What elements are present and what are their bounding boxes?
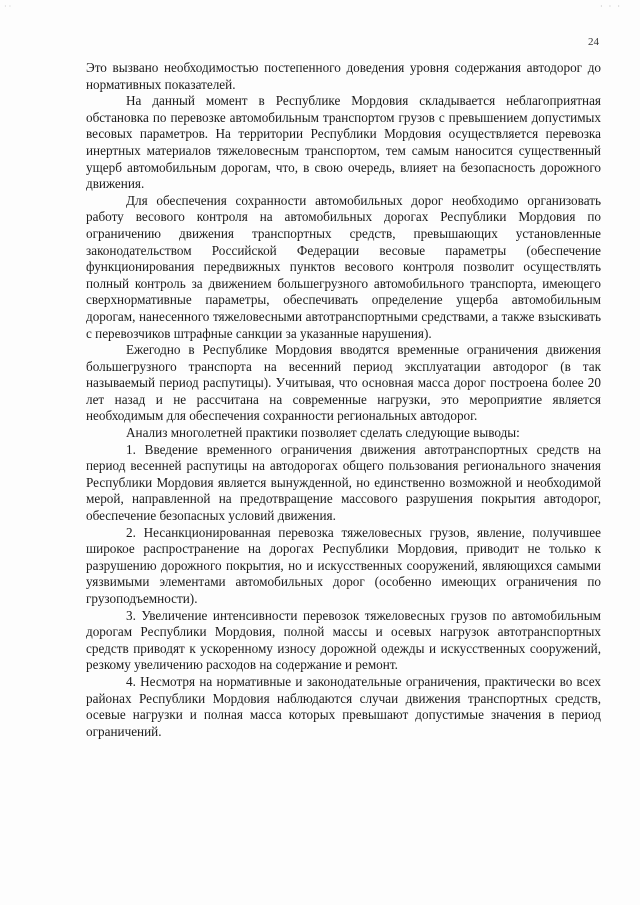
- paragraph: На данный момент в Республике Мордовия складывается неблагоприятная обстановка по перевозке автомобильным транспортом грузов с превышением допустимых весовых параметров. На территории Республики Мордовия осуществляется перевозка инертных материалов тяжеловесным транспортом, тем самым наносится существенный ущерб автомобильным дорогам, что, в свою очередь, влияет на безопасность дорожного движения.: [86, 93, 601, 192]
- paragraph: Ежегодно в Республике Мордовия вводятся временные ограничения движения большегрузного транспорта на весенний период эксплуатации автодорог (в так называемый период распутицы). Учитывая, что основная масса дорог построена более 20 лет назад и не рассчитана на современные нагрузки, это мероприятие является необходимым для обеспечения сохранности региональных автодорог.: [86, 342, 601, 424]
- list-item: 3. Увеличение интенсивности перевозок тяжеловесных грузов по автомобильным дорогам Республики Мордовия, полной массы и осевых нагрузок автотранспортных средств приводят к ускоренному износу дорожной одежды и искусственных сооружений, резкому увеличению расходов на содержание и ремонт.: [86, 607, 601, 673]
- list-item: 1. Введение временного ограничения движения автотранспортных средств на период весенней распутицы на автодорогах общего пользования регионального значения Республики Мордовия является вынужденной, но единственно возможной и необходимой мерой, направленной на предотвращение массового разрушения покрытия автодорог, обеспечение безопасных условий движения.: [86, 441, 601, 524]
- paragraph: Анализ многолетней практики позволяет сделать следующие выводы:: [126, 425, 520, 441]
- paragraph: Это вызвано необходимостью постепенного доведения уровня содержания автодорог до нормативных показателей.: [86, 60, 601, 92]
- document-body: [86, 60, 601, 740]
- scan-mark-right: · · ·: [600, 2, 622, 11]
- scan-mark-left: · ·: [4, 2, 12, 11]
- paragraph: Для обеспечения сохранности автомобильных дорог необходимо организовать работу весового контроля на автомобильных дорогах Республики Мордовия по ограничению движения транспортных средств, превышающих установленные законодательством Российской Федерации весовые параметры (обеспечение функционирования передвижных пунктов весового контроля позволит осуществлять полный контроль за движением большегрузного автомобильного транспорта, имеющего сверхнормативные параметры, обеспечивать определение ущерба автомобильным дорогам, нанесенного тяжеловесными автотранспортными средствами, а также взыскивать с перевозчиков штрафные санкции за указанные нарушения).: [86, 192, 601, 341]
- list-item: 2. Несанкционированная перевозка тяжеловесных грузов, явление, получившее широкое распространение на дорогах Республики Мордовия, приводит не только к разрушению дорожного покрытия, но и искусственных сооружений, являющихся самыми уязвимыми элементами автомобильных дорог (особенно имеющих ограничения по грузоподъемности).: [86, 524, 601, 606]
- list-item: 4. Несмотря на нормативные и законодательные ограничения, практически во всех районах Республики Мордовия наблюдаются случаи движения транспортных средств, осевые нагрузки и полная масса которых превышают допустимые значения в период ограничений.: [86, 673, 601, 739]
- page-number: 24: [588, 36, 599, 48]
